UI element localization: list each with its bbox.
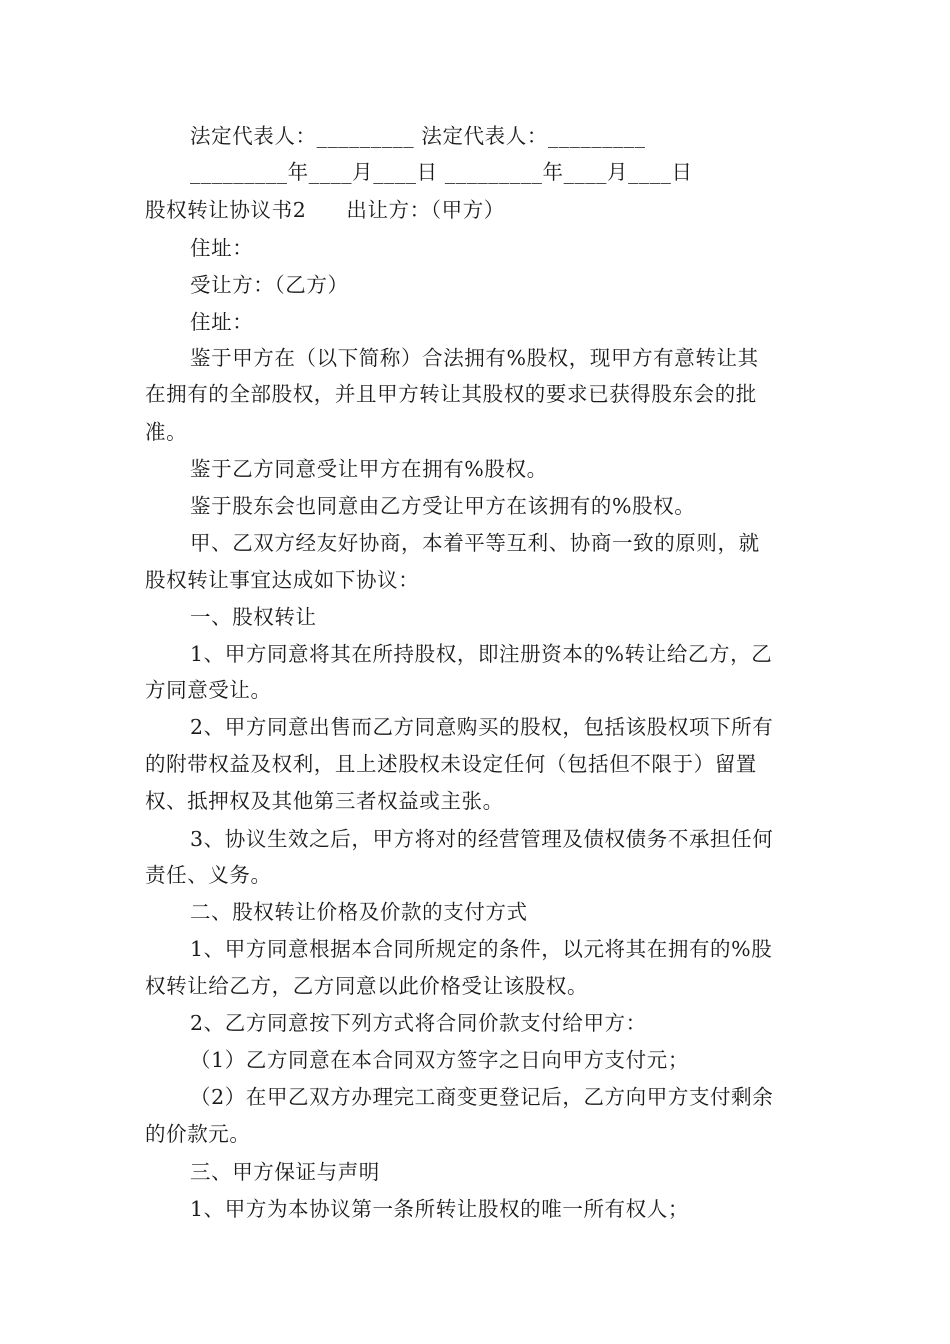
- signature-line: 法定代表人：_________ 法定代表人：_________: [190, 124, 646, 148]
- paragraph-line: （1）乙方同意在本合同双方签字之日向甲方支付元；: [190, 1048, 689, 1072]
- paragraph-line: 股权转让事宜达成如下协议：: [145, 568, 420, 592]
- paragraph-line: 在拥有的全部股权，并且甲方转让其股权的要求已获得股东会的批: [145, 382, 757, 406]
- paragraph-line: 方同意受让。: [145, 678, 272, 702]
- paragraph-line: 2、甲方同意出售而乙方同意购买的股权，包括该股权项下所有: [190, 715, 774, 739]
- paragraph-line: （2）在甲乙双方办理完工商变更登记后，乙方向甲方支付剩余: [190, 1085, 774, 1109]
- address-1: 住址：: [190, 236, 254, 260]
- paragraph-line: 权、抵押权及其他第三者权益或主张。: [145, 789, 504, 813]
- paragraph-line: 鉴于甲方在（以下简称）合法拥有%股权，现甲方有意转让其: [190, 346, 759, 370]
- paragraph-line: 3、协议生效之后，甲方将对的经营管理及债权债务不承担任何: [190, 827, 774, 851]
- paragraph-line: 鉴于乙方同意受让甲方在拥有%股权。: [190, 457, 548, 481]
- title-row: [145, 191, 810, 229]
- paragraph-line: 的附带权益及权利，且上述股权未设定任何（包括但不限于）留置: [145, 752, 757, 776]
- paragraph-line: 准。: [145, 420, 188, 444]
- paragraph-line: 甲、乙双方经友好协商，本着平等互利、协商一致的原则，就: [190, 531, 760, 555]
- document-title: 股权转让协议书2: [145, 198, 307, 222]
- paragraph-line: 责任、义务。: [145, 863, 272, 887]
- paragraph-line: 鉴于股东会也同意由乙方受让甲方在该拥有的%股权。: [190, 494, 696, 518]
- section-heading: 三、甲方保证与声明: [190, 1160, 380, 1184]
- date-line: _________年____月____日 _________年____月____日: [190, 160, 693, 184]
- paragraph-line: 1、甲方为本协议第一条所转让股权的唯一所有权人；: [190, 1197, 689, 1221]
- section-heading: 二、股权转让价格及价款的支付方式: [190, 900, 528, 924]
- transferee-label: 受让方：（乙方）: [190, 273, 349, 297]
- transferor-label: 出让方：（甲方）: [346, 198, 505, 222]
- paragraph-line: 的价款元。: [145, 1122, 251, 1146]
- paragraph-line: 2、乙方同意按下列方式将合同价款支付给甲方：: [190, 1011, 647, 1035]
- address-2: 住址：: [190, 310, 254, 334]
- paragraph-line: 1、甲方同意将其在所持股权，即注册资本的%转让给乙方，乙: [190, 642, 773, 666]
- paragraph-line: 权转让给乙方，乙方同意以此价格受让该股权。: [145, 974, 589, 998]
- section-heading: 一、股权转让: [190, 605, 317, 629]
- paragraph-line: 1、甲方同意根据本合同所规定的条件，以元将其在拥有的%股: [190, 937, 773, 961]
